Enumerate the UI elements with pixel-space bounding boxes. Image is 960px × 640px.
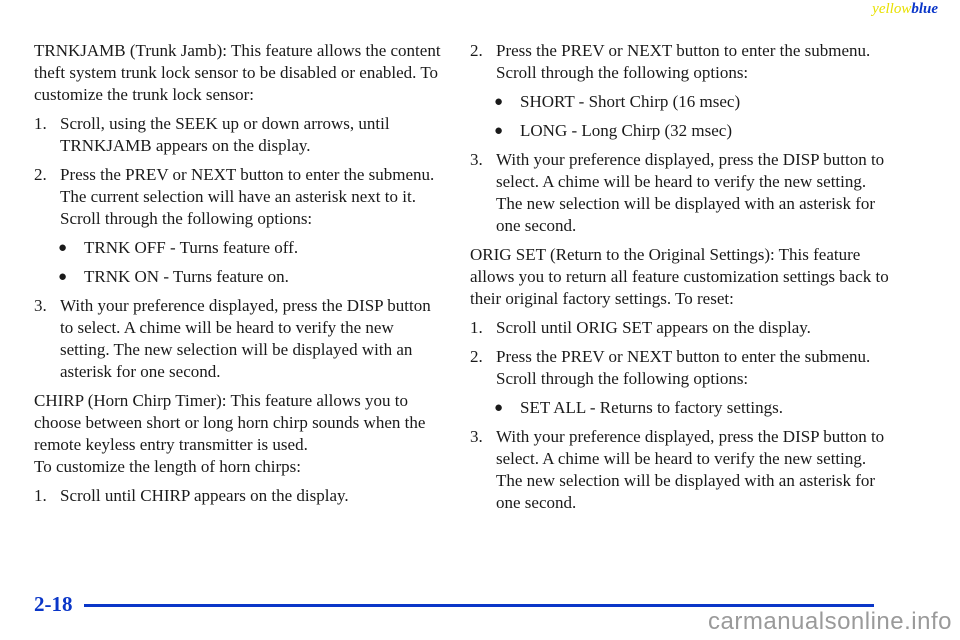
step-number: 1. xyxy=(470,318,483,337)
chirp-intro-instruction: To customize the length of horn chirps: xyxy=(34,457,301,476)
step-text: Press the PREV or NEXT button to enter the submenu. The current selection will have an asterisk next to it. Scroll through the following options: xyxy=(60,165,435,228)
step-text: Scroll until CHIRP appears on the display. xyxy=(60,486,349,505)
step-number: 2. xyxy=(470,347,483,366)
step-number: 3. xyxy=(470,150,483,169)
step-number: 3. xyxy=(470,427,483,446)
header-mark-yellow: yellow xyxy=(872,1,912,17)
bullet-text: TRNK OFF - Turns feature off. xyxy=(84,238,299,257)
chirp-option-long xyxy=(470,120,890,142)
step-number: 3. xyxy=(34,296,47,315)
step-text: Scroll until ORIG SET appears on the display. xyxy=(496,318,811,337)
orig-set-step-2 xyxy=(470,346,890,390)
orig-set-intro: ORIG SET (Return to the Original Settings): This feature allows you to return all feature customization settings back to their original factory settings. To reset: xyxy=(470,245,889,308)
trunk-jamb-intro: TRNKJAMB (Trunk Jamb): This feature allows the content theft system trunk lock sensor to be disabled or enabled. To customize the trunk lock sensor: xyxy=(34,41,441,104)
header-mark-blue: blue xyxy=(911,1,938,17)
footer-divider xyxy=(84,604,874,607)
bullet-icon: ● xyxy=(58,269,68,285)
step-text: Scroll, using the SEEK up or down arrows, until TRNKJAMB appears on the display. xyxy=(60,114,390,155)
site-watermark: carmanualsonline.info xyxy=(708,608,952,635)
chirp-step-2 xyxy=(470,40,890,84)
orig-set-step-1 xyxy=(470,317,890,339)
bullet-icon: ● xyxy=(494,123,504,139)
step-number: 2. xyxy=(34,165,47,184)
step-text: Press the PREV or NEXT button to enter the submenu. Scroll through the following options: xyxy=(496,41,871,82)
bullet-icon: ● xyxy=(58,240,68,256)
chirp-step-3 xyxy=(470,149,890,237)
trunk-option-off xyxy=(34,237,444,259)
bullet-text: SET ALL - Returns to factory settings. xyxy=(520,398,783,417)
right-column xyxy=(470,40,890,521)
bullet-text: SHORT - Short Chirp (16 msec) xyxy=(520,92,741,111)
chirp-intro-text: CHIRP (Horn Chirp Timer): This feature allows you to choose between short or long horn chirp sounds when the remote keyless entry transmitter is used. xyxy=(34,391,426,454)
bullet-icon: ● xyxy=(494,400,504,416)
bullet-icon: ● xyxy=(494,94,504,110)
step-text: With your preference displayed, press the DISP button to select. A chime will be heard to verify the new setting. The new selection will be displayed with an asterisk for one second. xyxy=(496,150,885,235)
chirp-intro xyxy=(34,390,444,478)
trunk-step-2 xyxy=(34,164,444,230)
trunk-step-1 xyxy=(34,113,444,157)
trunk-step-3 xyxy=(34,295,444,383)
left-column xyxy=(34,40,444,514)
step-number: 1. xyxy=(34,486,47,505)
bullet-text: TRNK ON - Turns feature on. xyxy=(84,267,289,286)
chirp-step-1 xyxy=(34,485,444,507)
page-number: 2-18 xyxy=(34,592,73,616)
step-number: 2. xyxy=(470,41,483,60)
orig-set-step-3 xyxy=(470,426,890,514)
header-color-mark xyxy=(872,0,938,18)
step-text: With your preference displayed, press the DISP button to select. A chime will be heard to verify the new setting. The new selection will be displayed with an asterisk for one second. xyxy=(496,427,885,512)
step-text: With your preference displayed, press the DISP button to select. A chime will be heard to verify the new setting. The new selection will be displayed with an asterisk for one second. xyxy=(60,296,431,381)
step-number: 1. xyxy=(34,114,47,133)
trunk-option-on xyxy=(34,266,444,288)
step-text: Press the PREV or NEXT button to enter the submenu. Scroll through the following options: xyxy=(496,347,871,388)
chirp-option-short xyxy=(470,91,890,113)
orig-set-option-all xyxy=(470,397,890,419)
bullet-text: LONG - Long Chirp (32 msec) xyxy=(520,121,732,140)
